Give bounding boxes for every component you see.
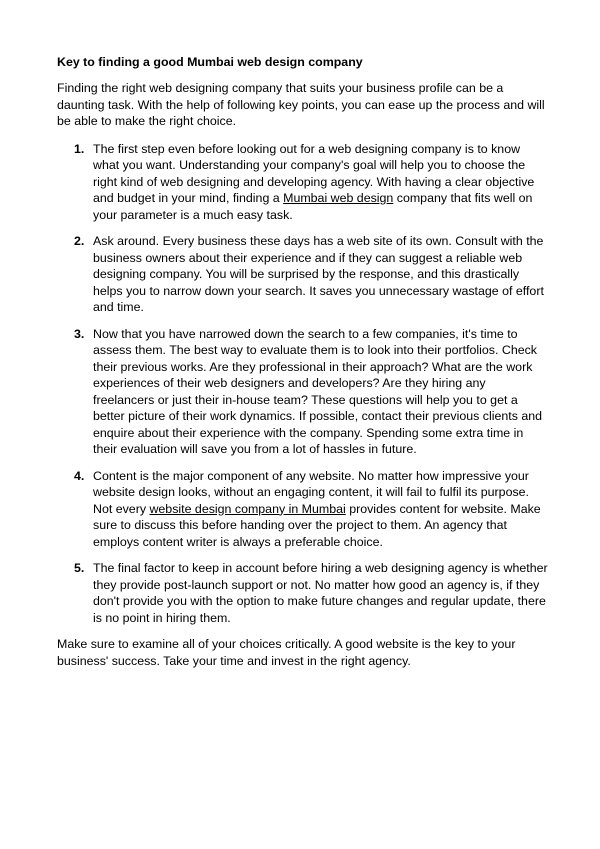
list-item-text: Content is the major component of any website. No matter how impressive your website design looks, without an engaging content, it will fail to fulfil its purpose. Not every	[93, 468, 529, 516]
website-design-company-link[interactable]: website design company in Mumbai	[149, 501, 346, 516]
list-item	[57, 468, 549, 551]
list-item-number: 2.	[74, 234, 85, 248]
list-item-number: 5.	[74, 561, 85, 575]
list-item	[57, 560, 549, 626]
list-item-text: Now that you have narrowed down the search to a few companies, it's time to assess them. The best way to evaluate them is to look into their portfolios. Check their previous works. Are they professional in their approach? What are the work experiences of their web designers and developers? Are they hiring any freelancers or just their in-house team? These questions will help you to get a better picture of their work dynamics. If possible, contact their previous clients and enquire about their experience with the company. Spending some extra time in their evaluation will save you from a lot of hassles in future.	[93, 326, 543, 456]
intro-paragraph: Finding the right web designing company that suits your business profile can be a daunting task. With the help of following key points, you can ease up the process and will be able to make the right choice.	[57, 81, 545, 128]
list-item-number: 4.	[74, 468, 85, 483]
key-points-list	[57, 141, 549, 627]
list-item-text: The final factor to keep in account before hiring a web designing agency is whether they provide post-launch support or not. No matter how good an agency is, if they don't provide you with the option to make future changes and regular update, there is no point in hiring them.	[93, 561, 548, 625]
document-page	[57, 54, 549, 669]
list-item-number: 1.	[74, 141, 85, 156]
document-title: Key to finding a good Mumbai web design company	[57, 55, 363, 69]
list-item-text: provides content for website. Make sure to discuss this before handing over the project to them. An agency that employs content writer is always a preferable choice.	[93, 501, 541, 549]
list-item-text: The first step even before looking out for a web designing company is to know what you want. Understanding your company's goal will help you to choose the right kind of web designing and developing agency. With having a clear objective and budget in your mind, finding a	[93, 141, 535, 205]
list-item	[57, 233, 549, 316]
list-item-number: 3.	[74, 326, 85, 341]
list-item-text: Ask around. Every business these days has a web site of its own. Consult with the business owners about their experience and if they can suggest a reliable web designing company. You will be surprised by the response, and this drastically helps you to narrow down your search. It saves you unnecessary wastage of effort and time.	[93, 234, 544, 314]
list-item-text: company that fits well on your parameter is a much easy task.	[93, 191, 533, 222]
closing-paragraph: Make sure to examine all of your choices critically. A good website is the key to your business' success. Take your time and invest in the right agency.	[57, 637, 516, 668]
mumbai-web-design-link[interactable]: Mumbai web design	[283, 191, 394, 205]
list-item	[57, 141, 549, 224]
list-item	[57, 326, 549, 458]
